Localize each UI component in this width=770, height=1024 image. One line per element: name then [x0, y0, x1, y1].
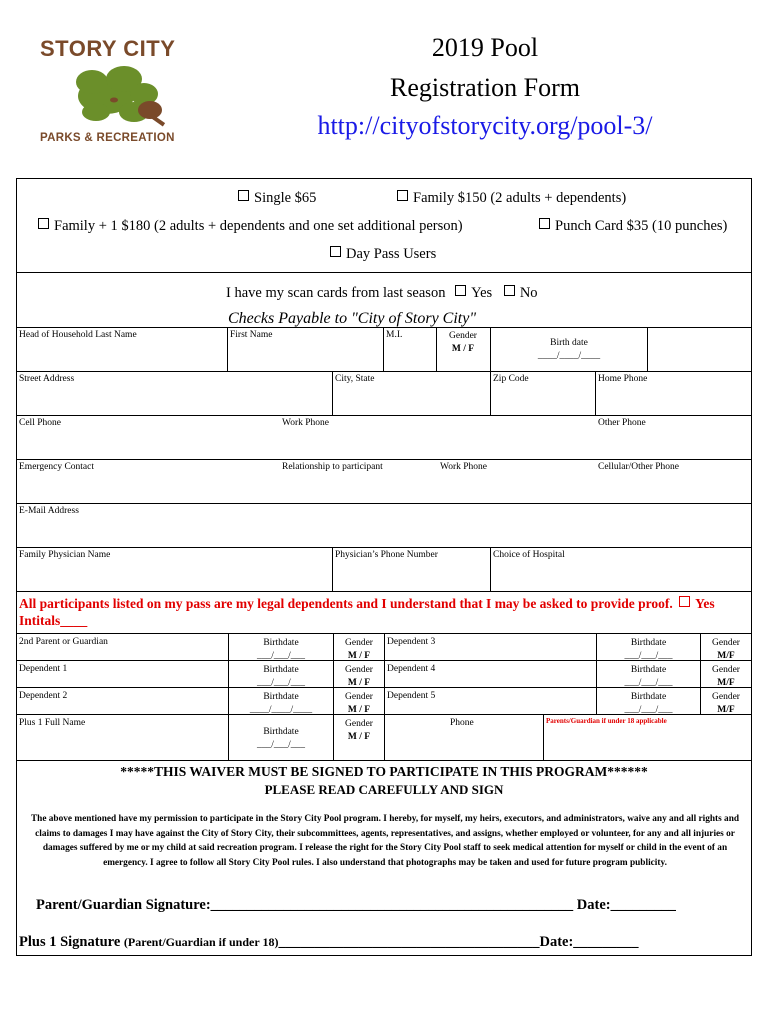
birthdate-label: Birthdate [263, 638, 299, 648]
field-physician[interactable]: Family Physician Name [19, 550, 111, 560]
field-hospital[interactable]: Choice of Hospital [493, 550, 565, 560]
logo-subtitle: PARKS & RECREATION [40, 132, 175, 144]
birthdate-blank: ___/___/___ [256, 740, 306, 750]
parent-signature-line[interactable]: Parent/Guardian Signature:__________________________________________________ Date:_________ [36, 897, 676, 913]
field-physician-phone[interactable]: Physician’s Phone Number [335, 550, 438, 560]
checkbox-icon[interactable] [38, 218, 49, 229]
divider [16, 459, 752, 460]
gender-mf: M / F [347, 705, 371, 715]
option-day-pass-label: Day Pass Users [346, 246, 437, 262]
field-birthdate[interactable] [597, 664, 700, 690]
birthdate-label: Birthdate [263, 665, 299, 675]
divider [16, 327, 752, 328]
option-punch-card[interactable] [539, 218, 727, 235]
divider [16, 415, 752, 416]
birthdate-blank: ____/____/____ [249, 705, 313, 715]
field-second-parent[interactable]: 2nd Parent or Guardian [19, 637, 108, 647]
scan-cards-question [226, 285, 538, 302]
gender-mf: M / F [451, 344, 475, 354]
cell-border [227, 327, 228, 371]
birthdate-blank: ___/___/___ [256, 651, 306, 661]
waiver-heading: *****THIS WAIVER MUST BE SIGNED TO PARTICIPATE IN THIS PROGRAM****** [120, 764, 648, 779]
divider [16, 503, 752, 504]
logo-title: STORY CITY [40, 36, 176, 61]
cell-border [490, 371, 491, 415]
field-dependent-3[interactable]: Dependent 3 [387, 637, 436, 647]
field-birthdate[interactable] [597, 691, 700, 717]
gender-label: Gender [345, 692, 373, 702]
birthdate-blank: ___/___/___ [624, 678, 673, 688]
dependents-yes-label: Yes [695, 596, 715, 611]
form-title: Registration Form [390, 73, 580, 102]
form-year-title: 2019 Pool [431, 33, 539, 62]
birthdate-label: Birthdate [263, 692, 299, 702]
field-cellular-other-phone[interactable]: Cellular/Other Phone [598, 462, 679, 472]
option-family-label: Family $150 (2 adults + dependents) [413, 190, 627, 206]
field-city-state[interactable]: City, State [335, 374, 375, 384]
field-gender[interactable] [334, 664, 384, 690]
cell-border [332, 371, 333, 415]
birthdate-label: Birthdate [630, 638, 667, 648]
field-birthdate[interactable] [229, 691, 333, 717]
field-gender[interactable] [701, 691, 751, 717]
waiver-subheading: PLEASE READ CAREFULLY AND SIGN [264, 782, 504, 797]
birth-date-label: Birth date [550, 338, 588, 348]
cell-border [384, 633, 385, 760]
field-email[interactable]: E-Mail Address [19, 506, 79, 516]
field-mi[interactable]: M.I. [386, 330, 403, 340]
birth-date-blank: ____/____/____ [537, 351, 601, 361]
waiver-body: The above mentioned have my permission to participate in the Story City Pool program. I hereby, for myself, my heirs, executors, and administrators, waive any and all rights and claims to damages I may have against the City of Story City, their subcommittees, agents, representatives, and assigns, whether employed or volunteer, for any and all injuries or damages suffered by me or my child at said recreation program. I release the right for the Story City Pool staff to seek medical attention for myself or child in the event of an emergency. I agree to follow all Story City Pool rules. I also understand that photographs may be taken and used for future program publicity. [30, 814, 740, 868]
field-dependent-2[interactable]: Dependent 2 [19, 691, 68, 701]
field-zip[interactable]: Zip Code [493, 374, 529, 384]
gender-mf: M/F [717, 651, 735, 661]
field-gender[interactable] [701, 637, 751, 663]
plus1-signature-label: Plus 1 Signature [19, 934, 121, 950]
gender-label: Gender [712, 638, 740, 648]
field-plus1-name[interactable]: Plus 1 Full Name [19, 718, 86, 728]
option-single-label: Single $65 [254, 190, 317, 206]
field-home-phone[interactable]: Home Phone [598, 374, 648, 384]
divider [16, 760, 752, 761]
option-day-pass[interactable] [330, 246, 436, 263]
checkbox-icon[interactable] [397, 190, 408, 201]
gender-mf: M / F [347, 651, 371, 661]
birthdate-blank: ___/___/___ [624, 651, 673, 661]
scan-cards-label: I have my scan cards from last season [226, 285, 446, 301]
birthdate-label: Birthdate [630, 692, 667, 702]
field-gender[interactable] [334, 637, 384, 663]
field-birthdate[interactable] [229, 637, 333, 663]
cell-border [647, 327, 648, 371]
gender-label: Gender [712, 665, 740, 675]
field-dependent-1[interactable]: Dependent 1 [19, 664, 68, 674]
checks-payable-note: Checks Payable to "City of Story City" [228, 310, 477, 327]
field-street-address[interactable]: Street Address [19, 374, 75, 384]
gender-label: Gender [712, 692, 740, 702]
field-relationship[interactable]: Relationship to participant [282, 462, 383, 472]
checkbox-icon[interactable] [539, 218, 550, 229]
divider [16, 591, 752, 592]
field-birthdate[interactable] [229, 726, 333, 752]
cell-border [332, 547, 333, 591]
birthdate-label: Birthdate [630, 665, 667, 675]
field-birthdate[interactable] [229, 664, 333, 690]
checkbox-icon[interactable] [504, 285, 515, 296]
field-first-name[interactable]: First Name [230, 330, 273, 340]
field-birthdate[interactable] [597, 637, 700, 663]
scan-no-label: No [519, 285, 538, 301]
checkbox-icon[interactable] [679, 596, 690, 607]
option-single[interactable] [238, 190, 316, 207]
plus1-signature-line[interactable] [19, 934, 639, 951]
divider [16, 272, 752, 273]
field-emergency-work-phone[interactable]: Work Phone [440, 462, 487, 472]
field-birth-date[interactable] [491, 337, 647, 363]
field-hoh-last-name[interactable]: Head of Household Last Name [19, 330, 137, 340]
gender-mf: M / F [347, 678, 371, 688]
divider [16, 371, 752, 372]
gender-mf: M/F [717, 705, 735, 715]
field-work-phone[interactable]: Work Phone [282, 418, 329, 428]
checkbox-icon[interactable] [330, 246, 341, 257]
divider [16, 547, 752, 548]
field-gender[interactable] [437, 330, 489, 356]
gender-label: Gender [345, 665, 373, 675]
dependents-statement-text: All participants listed on my pass are my legal dependents and I understand that I may be asked to provide proof. [19, 596, 673, 611]
scan-yes-label: Yes [471, 285, 493, 301]
cell-border [383, 327, 384, 371]
checkbox-icon[interactable] [238, 190, 249, 201]
gender-mf: M/F [717, 678, 735, 688]
guardian-note: Parents/Guardian if under 18 applicable [546, 717, 667, 725]
gender-mf: M / F [347, 732, 371, 742]
birthdate-label: Birthdate [263, 727, 299, 737]
field-plus1-phone[interactable]: Phone [450, 718, 474, 728]
field-dependent-4[interactable]: Dependent 4 [387, 664, 436, 674]
field-dependent-5[interactable]: Dependent 5 [387, 691, 436, 701]
plus1-signature-note: (Parent/Guardian if under 18) [123, 935, 279, 949]
plus1-signature-blank: ____________________________________Date:_________ [278, 934, 639, 950]
field-gender[interactable] [334, 691, 384, 717]
field-emergency-contact[interactable]: Emergency Contact [19, 462, 95, 472]
birthdate-blank: ___/___/___ [624, 705, 673, 715]
option-punch-card-label: Punch Card $35 (10 punches) [555, 218, 728, 234]
pool-url-link[interactable]: http://cityofstorycity.org/pool-3/ [317, 111, 653, 140]
gender-label: Gender [449, 331, 477, 341]
cell-border [595, 371, 596, 415]
dependents-statement [19, 595, 747, 629]
gender-label: Gender [345, 638, 373, 648]
field-other-phone[interactable]: Other Phone [598, 418, 646, 428]
gender-label: Gender [345, 719, 373, 729]
option-family[interactable] [397, 190, 626, 207]
field-gender[interactable] [334, 718, 384, 744]
field-gender[interactable] [701, 664, 751, 690]
dependents-initials[interactable]: Intitals____ [19, 613, 88, 628]
option-family-plus-label: Family + 1 $180 (2 adults + dependents and one set additional person) [54, 218, 463, 234]
field-cell-phone[interactable]: Cell Phone [19, 418, 61, 428]
cell-border [543, 714, 544, 760]
option-family-plus[interactable] [38, 218, 463, 235]
checkbox-icon[interactable] [455, 285, 466, 296]
cell-border [490, 547, 491, 591]
birthdate-blank: ___/___/___ [256, 678, 306, 688]
